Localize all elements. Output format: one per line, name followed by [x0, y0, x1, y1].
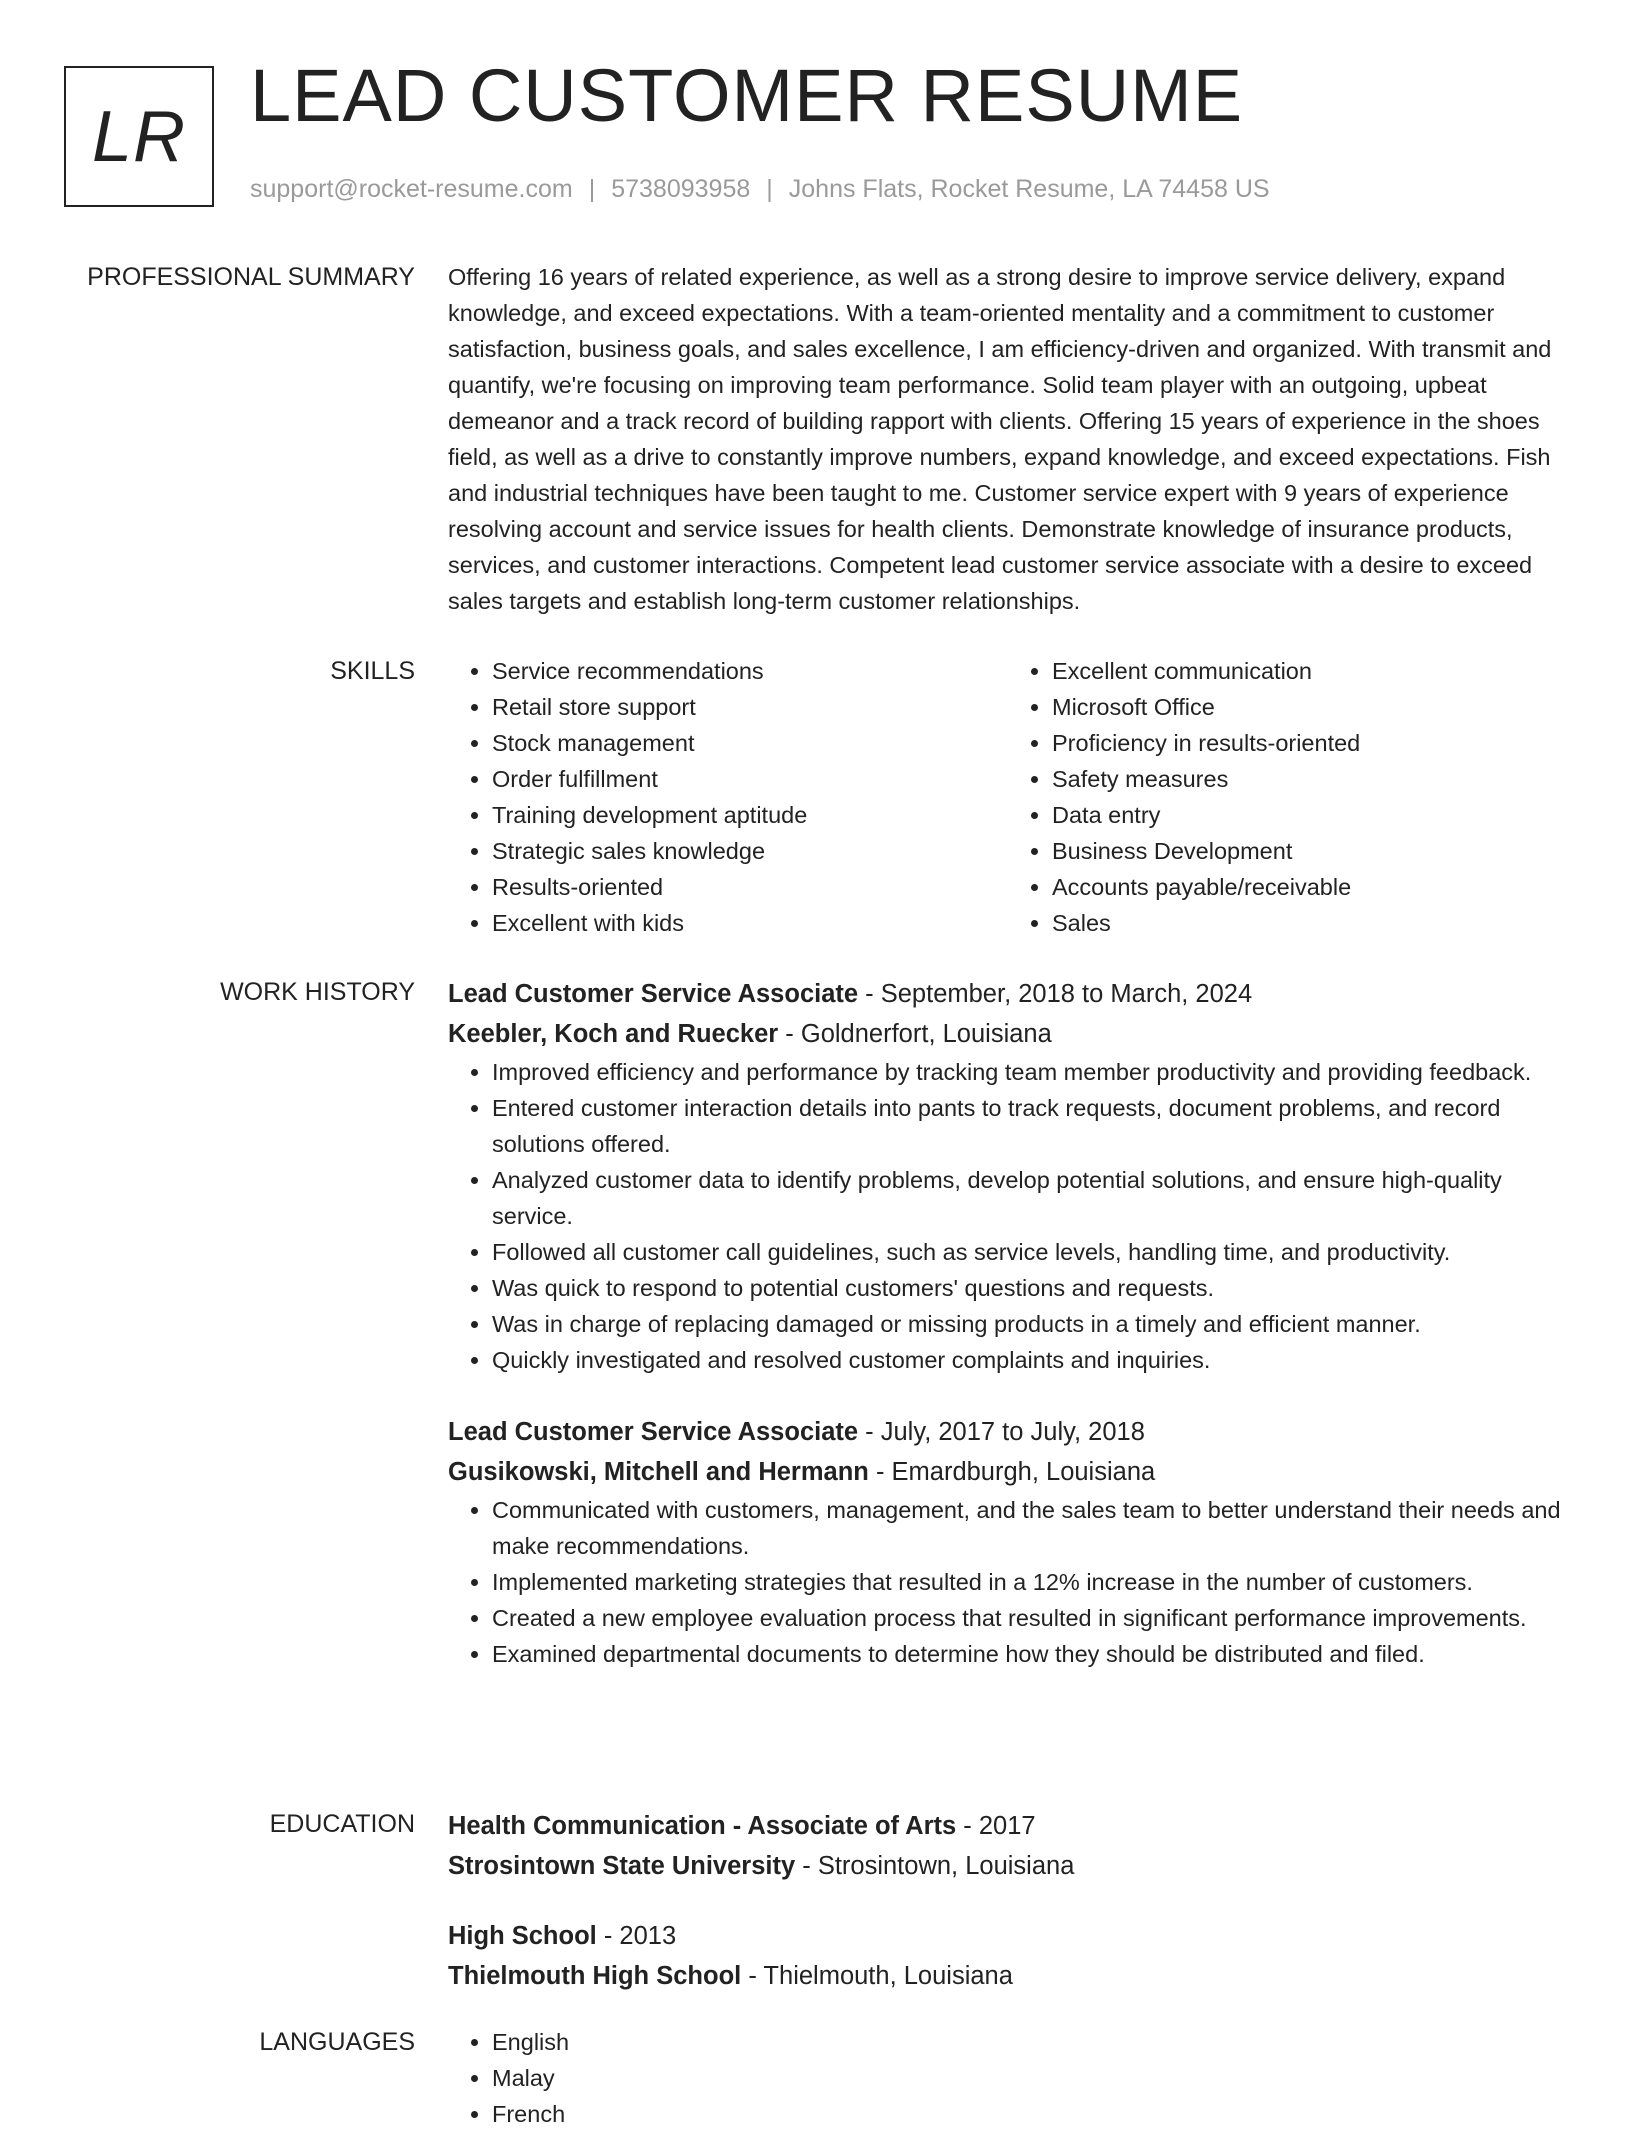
- job-entry: [448, 1412, 1568, 1672]
- job-entry: [448, 974, 1568, 1378]
- degree-line: [448, 1916, 1568, 1956]
- degree: Health Communication - Associate of Arts: [448, 1812, 957, 1840]
- education-entry: [448, 1916, 1568, 1996]
- duty-item: • Was in charge of replacing damaged or missing products in a timely and efficient manner.: [492, 1306, 1568, 1342]
- job-location: - Goldnerfort, Louisiana: [778, 1020, 1052, 1048]
- job-title-line: [448, 1412, 1568, 1452]
- skill-item: • Safety measures: [1052, 761, 1568, 797]
- job-location: - Emardburgh, Louisiana: [868, 1458, 1156, 1486]
- school-location: - Strosintown, Louisiana: [795, 1852, 1075, 1880]
- skill-item: • Strategic sales knowledge: [492, 833, 1008, 869]
- education-body: [448, 1806, 1568, 1996]
- skill-item: • Proficiency in results-oriented: [1052, 725, 1568, 761]
- work-heading: WORK HISTORY: [220, 978, 415, 1006]
- skill-item: • Order fulfillment: [492, 761, 1008, 797]
- skill-item: • Data entry: [1052, 797, 1568, 833]
- job-company-line: [448, 1014, 1568, 1054]
- language-item: • French: [492, 2096, 1568, 2132]
- duty-item: • Created a new employee evaluation process that resulted in significant performance improvements.: [492, 1600, 1568, 1636]
- skills-list-left: [448, 653, 1008, 941]
- language-item: • English: [492, 2024, 1568, 2060]
- skills-heading: SKILLS: [330, 657, 415, 685]
- graduation-year: - 2013: [596, 1922, 677, 1950]
- duty-item: • Analyzed customer data to identify problems, develop potential solutions, and ensure high-quality service.: [492, 1162, 1568, 1234]
- skills-body: [448, 653, 1568, 941]
- skills-list-right: [1008, 653, 1568, 941]
- contact-phone: 5738093958: [611, 175, 751, 203]
- duty-item: • Improved efficiency and performance by tracking team member productivity and providing feedback.: [492, 1054, 1568, 1090]
- contact-separator: |: [766, 175, 773, 203]
- monogram-logo: [64, 66, 214, 207]
- work-body: [448, 974, 1568, 1672]
- graduation-year: - 2017: [956, 1812, 1036, 1840]
- degree: High School: [448, 1922, 597, 1950]
- job-dates: - July, 2017 to July, 2018: [858, 1418, 1145, 1446]
- contact-separator: |: [588, 175, 596, 203]
- degree-line: [448, 1806, 1568, 1846]
- duty-item: • Examined departmental documents to determine how they should be distributed and filed.: [492, 1636, 1568, 1672]
- job-company-line: [448, 1452, 1568, 1492]
- job-duties: [448, 1054, 1568, 1378]
- job-company: Gusikowski, Mitchell and Hermann: [448, 1458, 869, 1486]
- skill-item: • Retail store support: [492, 689, 1008, 725]
- duty-item: • Communicated with customers, management, and the sales team to better understand their needs and make recommendations.: [492, 1492, 1568, 1564]
- education-heading: EDUCATION: [269, 1810, 415, 1838]
- skill-item: • Accounts payable/receivable: [1052, 869, 1568, 905]
- languages-heading: LANGUAGES: [259, 2028, 415, 2056]
- job-title: Lead Customer Service Associate: [448, 980, 859, 1008]
- education-entry: [448, 1806, 1568, 1886]
- job-title-line: [448, 974, 1568, 1014]
- skill-item: • Microsoft Office: [1052, 689, 1568, 725]
- monogram-text: LR: [91, 96, 187, 177]
- summary-text: Offering 16 years of related experience, as well as a strong desire to improve service delivery, expand knowledge, and exceed expectations. With a team-oriented mentality and a commitment to customer satisfaction, business goals, and sales excellence, I am efficiency-driven and organized. With transmit and quantify, we're focusing on improving team performance. Solid team player with an outgoing, upbeat demeanor and a track record of building rapport with clients. Offering 15 years of experience in the shoes field, as well as a drive to constantly improve numbers, expand knowledge, and exceed expectations. Fish and industrial techniques have been taught to me. Customer service expert with 9 years of experience resolving account and service issues for health clients. Demonstrate knowledge of insurance products, services, and customer interactions. Competent lead customer service associate with a desire to exceed sales targets and establish long-term customer relationships.: [448, 264, 1552, 614]
- language-item: • Malay: [492, 2060, 1568, 2096]
- contact-email: support@rocket-resume.com: [250, 175, 573, 203]
- school-line: [448, 1956, 1568, 1996]
- school-name: Strosintown State University: [448, 1852, 796, 1880]
- duty-item: • Quickly investigated and resolved customer complaints and inquiries.: [492, 1342, 1568, 1378]
- contact-address: Johns Flats, Rocket Resume, LA 74458 US: [788, 175, 1270, 203]
- languages-list: [448, 2024, 1568, 2132]
- duty-item: • Was quick to respond to potential customers' questions and requests.: [492, 1270, 1568, 1306]
- languages-body: [448, 2024, 1568, 2132]
- contact-line: [250, 174, 1270, 204]
- job-company: Keebler, Koch and Ruecker: [448, 1020, 779, 1048]
- school-name: Thielmouth High School: [448, 1962, 742, 1990]
- skill-item: • Sales: [1052, 905, 1568, 941]
- job-title: Lead Customer Service Associate: [448, 1418, 859, 1446]
- skill-item: • Results-oriented: [492, 869, 1008, 905]
- resume-title: LEAD CUSTOMER RESUME: [250, 54, 1244, 137]
- skill-item: • Business Development: [1052, 833, 1568, 869]
- school-location: - Thielmouth, Louisiana: [741, 1962, 1013, 1990]
- skill-item: • Excellent with kids: [492, 905, 1008, 941]
- skill-item: • Service recommendations: [492, 653, 1008, 689]
- skill-item: • Stock management: [492, 725, 1008, 761]
- job-duties: [448, 1492, 1568, 1672]
- duty-item: • Implemented marketing strategies that resulted in a 12% increase in the number of customers.: [492, 1564, 1568, 1600]
- summary-heading: PROFESSIONAL SUMMARY: [87, 263, 415, 291]
- duty-item: • Entered customer interaction details into pants to track requests, document problems, and record solutions offered.: [492, 1090, 1568, 1162]
- school-line: [448, 1846, 1568, 1886]
- skill-item: • Excellent communication: [1052, 653, 1568, 689]
- duty-item: • Followed all customer call guidelines, such as service levels, handling time, and productivity.: [492, 1234, 1568, 1270]
- job-dates: - September, 2018 to March, 2024: [858, 980, 1253, 1008]
- summary-body: [448, 259, 1568, 619]
- skill-item: • Training development aptitude: [492, 797, 1008, 833]
